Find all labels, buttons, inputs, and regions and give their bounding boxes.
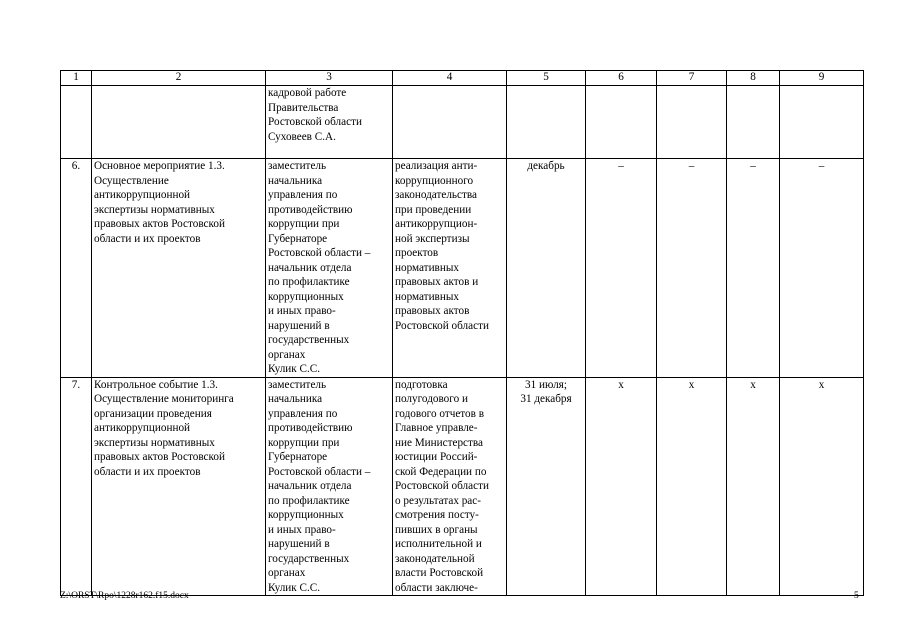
column-number-7: 7 (657, 71, 727, 86)
column-number-2: 2 (92, 71, 266, 86)
deadline-cell: 31 июля; 31 декабря (507, 377, 586, 596)
page-number: 5 (854, 591, 859, 601)
expected-result-cell: подготовка полугодового и годового отчетов в Главное управле- ние Министерства юстиции Россий- ской Федерации по Ростовской области о результатах рас- смотрения посту- пивших в органы исполнительной и законодательной власти Ростовской области заключе- (393, 377, 507, 596)
column-number-3: 3 (266, 71, 393, 86)
value-cell-6 (586, 86, 657, 159)
footer-file-path: Z:\ORST\Rpo\1228r162.f15.docx (60, 591, 189, 601)
responsible-person-cell: заместитель начальника управления по противодействию коррупции при Губернаторе Ростовской области – начальник отдела по профилактике коррупционных и иных право- нарушений в государственных органах Кулик С.С. (266, 159, 393, 378)
column-number-4: 4 (393, 71, 507, 86)
value-cell-7 (657, 86, 727, 159)
table-header-row (61, 71, 864, 86)
value-cell-9: х (780, 377, 864, 596)
activity-name-cell (92, 86, 266, 159)
value-cell-8: х (727, 377, 780, 596)
row-number-cell: 7. (61, 377, 92, 596)
responsible-person-cell: заместитель начальника управления по противодействию коррупции при Губернаторе Ростовской области – начальник отдела по профилактике коррупционных и иных право- нарушений в государственных органах Кулик С.С. (266, 377, 393, 596)
value-cell-9: – (780, 159, 864, 378)
plan-table (60, 70, 864, 596)
value-cell-8 (727, 86, 780, 159)
value-cell-6: – (586, 159, 657, 378)
row-number-cell: 6. (61, 159, 92, 378)
table-row (61, 86, 864, 159)
column-number-1: 1 (61, 71, 92, 86)
table-row (61, 159, 864, 378)
activity-name-cell: Контрольное событие 1.3. Осуществление мониторинга организации проведения антикоррупционной экспертизы нормативных правовых актов Ростовской области и их проектов (92, 377, 266, 596)
value-cell-6: х (586, 377, 657, 596)
expected-result-cell (393, 86, 507, 159)
row-number-cell (61, 86, 92, 159)
value-cell-8: – (727, 159, 780, 378)
column-number-9: 9 (780, 71, 864, 86)
activity-name-cell: Основное мероприятие 1.3. Осуществление антикоррупционной экспертизы нормативных правовых актов Ростовской области и их проектов (92, 159, 266, 378)
table-row (61, 377, 864, 596)
value-cell-9 (780, 86, 864, 159)
column-number-5: 5 (507, 71, 586, 86)
expected-result-cell: реализация анти- коррупционного законодательства при проведении антикоррупцион- ной экспертизы проектов нормативных правовых актов и нормативных правовых актов Ростовской области (393, 159, 507, 378)
value-cell-7: – (657, 159, 727, 378)
deadline-cell: декабрь (507, 159, 586, 378)
responsible-person-cell: кадровой работе Правительства Ростовской области Суховеев С.А. (266, 86, 393, 159)
column-number-6: 6 (586, 71, 657, 86)
value-cell-7: х (657, 377, 727, 596)
column-number-8: 8 (727, 71, 780, 86)
deadline-cell (507, 86, 586, 159)
